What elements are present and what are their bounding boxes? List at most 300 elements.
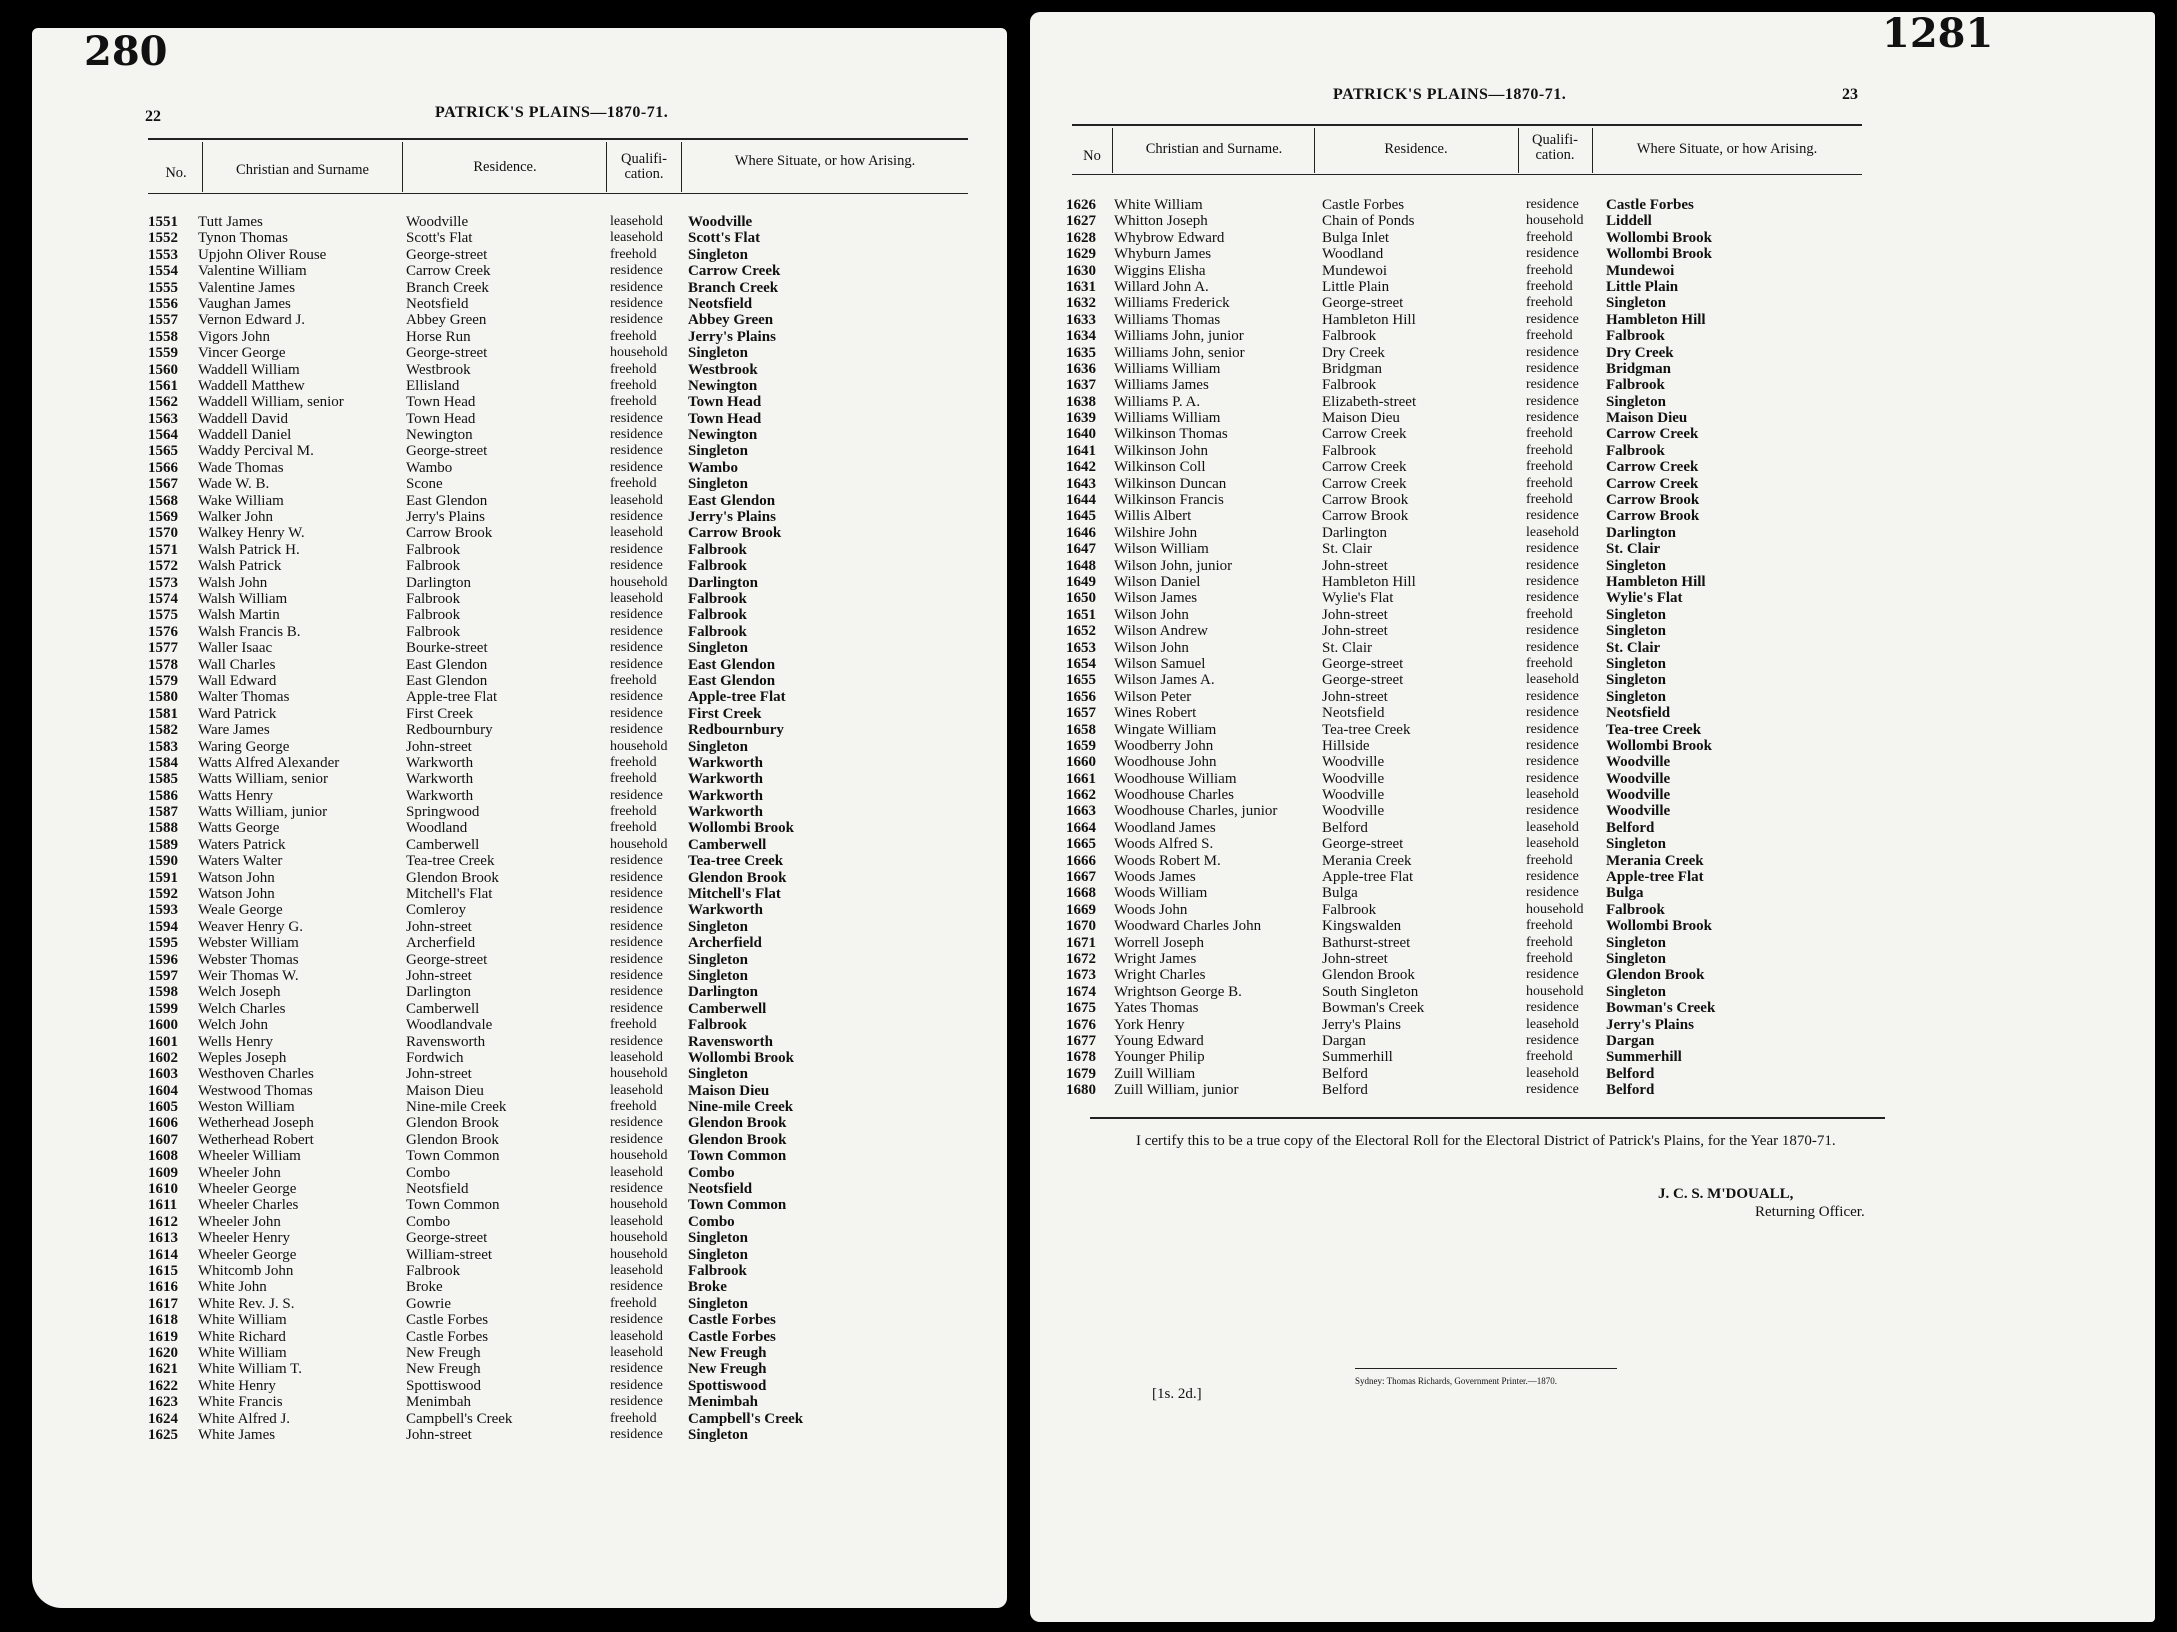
entry-name: Woods James	[1114, 869, 1196, 886]
roll-entry	[148, 591, 968, 607]
roll-entry	[1066, 1017, 1866, 1033]
entry-name: Wheeler George	[198, 1181, 297, 1198]
entry-no: 1561	[148, 377, 178, 394]
entry-residence: Warkworth	[406, 787, 474, 804]
entry-where: Town Head	[688, 394, 762, 411]
entry-name: Yates Thomas	[1114, 1000, 1199, 1017]
entry-qualification: residence	[1526, 541, 1579, 557]
entry-qualification: residence	[610, 295, 663, 311]
entry-where: Dry Creek	[1606, 344, 1674, 361]
entry-name: Watts Henry	[198, 787, 274, 804]
entry-residence: Hambleton Hill	[1322, 311, 1416, 328]
entry-qualification: residence	[610, 623, 663, 639]
entry-residence: Town Head	[406, 410, 476, 427]
entry-where: New Freugh	[688, 1361, 767, 1378]
entry-no: 1657	[1066, 705, 1096, 722]
entry-name: Wright Charles	[1114, 967, 1206, 984]
right-header-qualification: Qualifi-cation.	[1532, 132, 1578, 163]
left-page-stamp: 280	[84, 28, 168, 75]
entry-qualification: residence	[1526, 688, 1579, 704]
entry-name: Williams James	[1114, 377, 1209, 394]
entry-name: Weples Joseph	[198, 1049, 287, 1066]
roll-entry	[1066, 984, 1866, 1000]
entry-residence: Dry Creek	[1322, 344, 1385, 361]
entry-no: 1569	[148, 509, 178, 526]
entry-qualification: freehold	[610, 804, 657, 820]
entry-qualification: residence	[610, 1033, 663, 1049]
signatory-title: Returning Officer.	[1755, 1204, 1865, 1220]
entry-qualification: residence	[1526, 557, 1579, 573]
roll-entry	[148, 919, 968, 935]
roll-entry	[1066, 951, 1866, 967]
entry-no: 1639	[1066, 410, 1096, 427]
roll-entry	[1066, 836, 1866, 852]
entry-where: Bulga	[1606, 885, 1644, 902]
entry-name: Willis Albert	[1114, 508, 1192, 525]
entry-residence: Falbrook	[406, 558, 461, 575]
roll-entry	[1066, 230, 1866, 246]
entry-name: Webster William	[198, 935, 299, 952]
entry-name: Wilson Peter	[1114, 688, 1192, 705]
entry-qualification: residence	[1526, 393, 1579, 409]
entry-name: Wilson Samuel	[1114, 655, 1206, 672]
entry-name: Williams William	[1114, 360, 1221, 377]
entry-no: 1636	[1066, 360, 1096, 377]
entry-qualification: residence	[1526, 721, 1579, 737]
roll-entry	[1066, 574, 1866, 590]
roll-entry	[148, 1017, 968, 1033]
entry-name: Ware James	[198, 722, 270, 739]
entry-no: 1615	[148, 1263, 178, 1279]
entry-where: Singleton	[688, 951, 749, 968]
entry-residence: Wambo	[406, 459, 453, 476]
roll-entry	[148, 1345, 968, 1361]
entry-qualification: freehold	[610, 1295, 657, 1311]
entry-residence: George-street	[406, 1230, 488, 1247]
entry-qualification: residence	[1526, 803, 1579, 819]
right-col-divider	[1112, 128, 1113, 173]
entry-residence: Scott's Flat	[406, 230, 473, 247]
roll-entry	[1066, 345, 1866, 361]
certification-text: I certify this to be a true copy of the Electoral Roll for the Electoral District of Patrick's Plains, for the Year 1870-71.	[1136, 1133, 1836, 1149]
roll-entry	[148, 460, 968, 476]
entry-qualification: residence	[610, 1377, 663, 1393]
entry-qualification: residence	[610, 312, 663, 328]
entry-no: 1667	[1066, 869, 1096, 886]
entry-where: Bowman's Creek	[1606, 1000, 1716, 1017]
entry-where: Falbrook	[1606, 442, 1665, 459]
entry-residence: Neotsfield	[406, 1181, 469, 1198]
entry-qualification: residence	[1526, 967, 1579, 983]
entry-qualification: residence	[610, 410, 663, 426]
entry-qualification: residence	[1526, 360, 1579, 376]
roll-entry	[1066, 295, 1866, 311]
entry-qualification: residence	[610, 918, 663, 934]
entry-qualification: freehold	[1526, 950, 1573, 966]
roll-entry	[1066, 410, 1866, 426]
entry-no: 1648	[1066, 557, 1096, 574]
entry-no: 1622	[148, 1377, 178, 1394]
roll-entry	[1066, 656, 1866, 672]
entry-name: Zuill William	[1114, 1065, 1196, 1082]
entry-where: Singleton	[1606, 950, 1667, 967]
roll-entry	[1066, 394, 1866, 410]
entry-qualification: freehold	[610, 377, 657, 393]
entry-qualification: residence	[610, 705, 663, 721]
entry-name: Walker John	[198, 509, 274, 526]
entry-name: Upjohn Oliver Rouse	[198, 246, 327, 263]
entry-where: Newington	[688, 377, 758, 394]
entry-name: Weale George	[198, 902, 283, 919]
entry-where: Darlington	[1606, 524, 1677, 541]
entry-qualification: leasehold	[610, 492, 663, 508]
roll-entry	[1066, 885, 1866, 901]
entry-name: Ward Patrick	[198, 705, 277, 722]
roll-entry	[148, 804, 968, 820]
entry-no: 1592	[148, 886, 178, 903]
entry-qualification: leasehold	[610, 590, 663, 606]
entry-no: 1652	[1066, 623, 1096, 640]
entry-residence: Woodville	[1322, 754, 1385, 771]
entry-where: Dargan	[1606, 1032, 1655, 1049]
entry-no: 1596	[148, 951, 178, 968]
entry-no: 1677	[1066, 1032, 1096, 1049]
entry-where: Woodville	[1606, 787, 1671, 804]
entry-qualification: household	[1526, 901, 1584, 917]
entry-residence: Bourke-street	[406, 640, 488, 657]
roll-entry	[148, 1181, 968, 1197]
roll-entry	[148, 411, 968, 427]
entry-name: Williams William	[1114, 410, 1221, 427]
entry-residence: Mitchell's Flat	[406, 886, 493, 903]
price: [1s. 2d.]	[1152, 1386, 1202, 1402]
roll-entry	[1066, 918, 1866, 934]
roll-entry	[1066, 541, 1866, 557]
entry-qualification: freehold	[1526, 655, 1573, 671]
entry-name: Woodhouse William	[1114, 770, 1237, 787]
entry-residence: George-street	[1322, 836, 1404, 853]
entry-no: 1581	[148, 705, 178, 722]
entry-no: 1618	[148, 1312, 178, 1329]
entry-no: 1647	[1066, 541, 1096, 558]
entry-where: Carrow Brook	[1606, 492, 1700, 509]
entry-qualification: residence	[610, 1131, 663, 1147]
entry-residence: George-street	[406, 951, 488, 968]
entry-name: Whitcomb John	[198, 1263, 294, 1279]
entry-qualification: freehold	[1526, 442, 1573, 458]
roll-entry	[1066, 787, 1866, 803]
entry-name: Wade W. B.	[198, 476, 270, 493]
entry-name: Woodland James	[1114, 819, 1216, 836]
roll-entry	[148, 837, 968, 853]
entry-qualification: freehold	[1526, 229, 1573, 245]
entry-name: Wilson John	[1114, 606, 1189, 623]
entry-qualification: household	[610, 1197, 668, 1213]
entry-no: 1605	[148, 1099, 178, 1116]
entry-residence: George-street	[1322, 295, 1404, 312]
entry-no: 1559	[148, 345, 178, 362]
entry-qualification: residence	[610, 443, 663, 459]
roll-entry	[148, 952, 968, 968]
roll-entry	[148, 247, 968, 263]
entry-qualification: household	[610, 1230, 668, 1246]
left-header-name: Christian and Surname	[236, 162, 369, 178]
left-roll-table	[148, 214, 968, 1443]
entry-where: Castle Forbes	[688, 1328, 776, 1345]
roll-entry	[148, 1115, 968, 1131]
entry-name: Watson John	[198, 886, 275, 903]
entry-residence: Combo	[406, 1164, 451, 1181]
entry-name: Valentine William	[198, 263, 307, 280]
right-header-bottom-rule	[1072, 174, 1862, 175]
entry-residence: Mundewoi	[1322, 262, 1387, 279]
entry-no: 1598	[148, 984, 178, 1001]
entry-where: Abbey Green	[688, 312, 774, 329]
printer-imprint: Sydney: Thomas Richards, Government Printer.—1870.	[1355, 1376, 1558, 1386]
entry-residence: Comleroy	[406, 902, 466, 919]
entry-name: White William	[1114, 197, 1203, 213]
entry-name: Younger Philip	[1114, 1049, 1205, 1066]
entry-residence: Falbrook	[406, 623, 461, 640]
entry-qualification: residence	[610, 722, 663, 738]
entry-no: 1595	[148, 935, 178, 952]
entry-name: Whitton Joseph	[1114, 213, 1208, 230]
entry-residence: South Singleton	[1322, 983, 1419, 1000]
entry-residence: Bowman's Creek	[1322, 1000, 1425, 1017]
entry-name: Walter Thomas	[198, 689, 290, 706]
entry-no: 1579	[148, 672, 178, 689]
entry-where: Warkworth	[688, 754, 763, 771]
entry-no: 1590	[148, 853, 178, 870]
entry-residence: Summerhill	[1322, 1049, 1393, 1066]
entry-name: Williams John, senior	[1114, 344, 1245, 361]
entry-where: New Freugh	[688, 1344, 767, 1361]
entry-qualification: freehold	[610, 328, 657, 344]
entry-residence: George-street	[406, 443, 488, 460]
entry-where: Mundewoi	[1606, 262, 1675, 279]
entry-no: 1646	[1066, 524, 1096, 541]
entry-name: Wilkinson Duncan	[1114, 475, 1227, 492]
roll-entry	[148, 607, 968, 623]
roll-entry	[1066, 623, 1866, 639]
entry-where: Glendon Brook	[1606, 967, 1705, 984]
entry-where: Glendon Brook	[688, 869, 787, 886]
entry-name: Walsh Francis B.	[198, 623, 301, 640]
entry-qualification: freehold	[610, 1099, 657, 1115]
right-roll-table	[1066, 197, 1866, 1098]
entry-no: 1669	[1066, 901, 1096, 918]
roll-entry	[1066, 754, 1866, 770]
entry-no: 1678	[1066, 1049, 1096, 1066]
entry-where: Archerfield	[688, 935, 762, 952]
entry-no: 1568	[148, 492, 178, 509]
entry-qualification: leasehold	[1526, 672, 1579, 688]
entry-qualification: residence	[610, 607, 663, 623]
entry-qualification: leasehold	[610, 230, 663, 246]
entry-no: 1572	[148, 558, 178, 575]
roll-entry	[148, 214, 968, 230]
left-page-number: 22	[145, 108, 161, 125]
entry-residence: Carrow Creek	[1322, 459, 1407, 476]
entry-no: 1660	[1066, 754, 1096, 771]
entry-residence: Woodland	[1322, 246, 1384, 263]
entry-no: 1664	[1066, 819, 1096, 836]
entry-qualification: residence	[1526, 573, 1579, 589]
entry-where: Singleton	[1606, 672, 1667, 689]
entry-qualification: residence	[1526, 1082, 1579, 1098]
entry-where: Falbrook	[1606, 328, 1665, 345]
entry-where: East Glendon	[688, 656, 776, 673]
entry-qualification: leasehold	[610, 525, 663, 541]
entry-name: Weir Thomas W.	[198, 967, 299, 984]
entry-no: 1607	[148, 1131, 178, 1148]
entry-name: Watts William, junior	[198, 804, 328, 821]
entry-no: 1666	[1066, 852, 1096, 869]
entry-name: Willard John A.	[1114, 278, 1209, 295]
roll-entry	[1066, 1000, 1866, 1016]
entry-qualification: residence	[610, 541, 663, 557]
roll-entry	[148, 493, 968, 509]
entry-qualification: household	[610, 345, 668, 361]
entry-name: Wall Edward	[198, 672, 277, 689]
roll-entry	[148, 739, 968, 755]
entry-residence: John-street	[1322, 623, 1388, 640]
entry-qualification: residence	[610, 1115, 663, 1131]
roll-entry	[148, 1148, 968, 1164]
entry-residence: John-street	[1322, 688, 1388, 705]
entry-residence: Neotsfield	[406, 295, 469, 312]
roll-entry	[148, 657, 968, 673]
entry-no: 1586	[148, 787, 178, 804]
entry-no: 1554	[148, 263, 178, 280]
entry-no: 1594	[148, 918, 178, 935]
entry-qualification: residence	[610, 1426, 663, 1442]
entry-qualification: residence	[1526, 737, 1579, 753]
entry-no: 1645	[1066, 508, 1096, 525]
right-col-divider	[1518, 128, 1519, 173]
entry-qualification: freehold	[610, 771, 657, 787]
left-col-divider	[681, 142, 682, 192]
entry-name: Welch Joseph	[198, 984, 281, 1001]
entry-name: Wade Thomas	[198, 459, 284, 476]
entry-name: Young Edward	[1114, 1032, 1204, 1049]
entry-qualification: residence	[610, 558, 663, 574]
roll-entry	[1066, 738, 1866, 754]
roll-entry	[1066, 558, 1866, 574]
entry-no: 1587	[148, 804, 178, 821]
entry-qualification: residence	[610, 984, 663, 1000]
entry-name: Wrightson George B.	[1114, 983, 1242, 1000]
entry-name: Waller Isaac	[198, 640, 273, 657]
entry-no: 1601	[148, 1033, 178, 1050]
roll-entry	[148, 673, 968, 689]
roll-entry	[148, 624, 968, 640]
entry-qualification: freehold	[610, 672, 657, 688]
entry-where: St. Clair	[1606, 541, 1661, 558]
entry-name: Williams Frederick	[1114, 295, 1230, 312]
entry-residence: Jerry's Plains	[406, 509, 485, 526]
roll-entry	[1066, 525, 1866, 541]
entry-no: 1560	[148, 361, 178, 378]
roll-entry	[148, 870, 968, 886]
entry-where: Falbrook	[1606, 901, 1665, 918]
entry-name: Wilkinson Thomas	[1114, 426, 1228, 443]
entry-where: Merania Creek	[1606, 852, 1704, 869]
entry-qualification: freehold	[1526, 934, 1573, 950]
entry-residence: Jerry's Plains	[1322, 1016, 1401, 1033]
entry-residence: Carrow Creek	[406, 263, 491, 280]
entry-name: Waters Patrick	[198, 836, 286, 853]
entry-where: Apple-tree Flat	[1606, 869, 1704, 886]
entry-qualification: leasehold	[1526, 787, 1579, 803]
roll-entry	[1066, 312, 1866, 328]
entry-name: Walsh Patrick H.	[198, 541, 300, 558]
roll-entry	[1066, 213, 1866, 229]
entry-residence: Belford	[1322, 819, 1368, 836]
entry-name: Westwood Thomas	[198, 1082, 313, 1099]
entry-name: Waddell William	[198, 361, 300, 378]
entry-no: 1620	[148, 1344, 178, 1361]
entry-no: 1679	[1066, 1065, 1096, 1082]
entry-no: 1608	[148, 1148, 178, 1165]
entry-residence: Town Common	[406, 1148, 500, 1165]
roll-entry	[148, 362, 968, 378]
entry-qualification: residence	[610, 787, 663, 803]
entry-residence: Branch Creek	[406, 279, 489, 296]
entry-residence: Falbrook	[406, 590, 461, 607]
entry-residence: Nine-mile Creek	[406, 1099, 507, 1116]
entry-qualification: household	[1526, 983, 1584, 999]
entry-no: 1637	[1066, 377, 1096, 394]
entry-where: Wollombi Brook	[1606, 246, 1712, 263]
entry-no: 1665	[1066, 836, 1096, 853]
entry-qualification: freehold	[610, 1017, 657, 1033]
entry-no: 1649	[1066, 573, 1096, 590]
entry-residence: John-street	[406, 967, 472, 984]
roll-entry	[1066, 279, 1866, 295]
entry-qualification: freehold	[610, 361, 657, 377]
roll-entry	[148, 902, 968, 918]
entry-where: Carrow Brook	[688, 525, 782, 542]
entry-where: Jerry's Plains	[688, 328, 776, 345]
entry-residence: Camberwell	[406, 836, 480, 853]
entry-residence: Bulga Inlet	[1322, 229, 1390, 246]
roll-entry	[1066, 361, 1866, 377]
entry-no: 1604	[148, 1082, 178, 1099]
roll-entry	[148, 443, 968, 459]
entry-no: 1651	[1066, 606, 1096, 623]
entry-name: Williams Thomas	[1114, 311, 1221, 328]
entry-qualification: freehold	[1526, 278, 1573, 294]
entry-where: Woodville	[1606, 803, 1671, 820]
entry-no: 1632	[1066, 295, 1096, 312]
roll-entry	[1066, 426, 1866, 442]
entry-no: 1611	[148, 1197, 178, 1214]
roll-entry	[148, 394, 968, 410]
entry-qualification: residence	[610, 459, 663, 475]
entry-where: Warkworth	[688, 787, 763, 804]
entry-qualification: leasehold	[610, 1344, 663, 1360]
entry-name: Vincer George	[198, 345, 286, 362]
entry-no: 1565	[148, 443, 178, 460]
roll-entry	[1066, 722, 1866, 738]
entry-residence: Apple-tree Flat	[1322, 869, 1414, 886]
entry-name: Wilkinson Coll	[1114, 459, 1206, 476]
roll-entry	[148, 1197, 968, 1213]
entry-name: White Rev. J. S.	[198, 1295, 295, 1312]
entry-where: Carrow Creek	[1606, 459, 1699, 476]
entry-no: 1558	[148, 328, 178, 345]
